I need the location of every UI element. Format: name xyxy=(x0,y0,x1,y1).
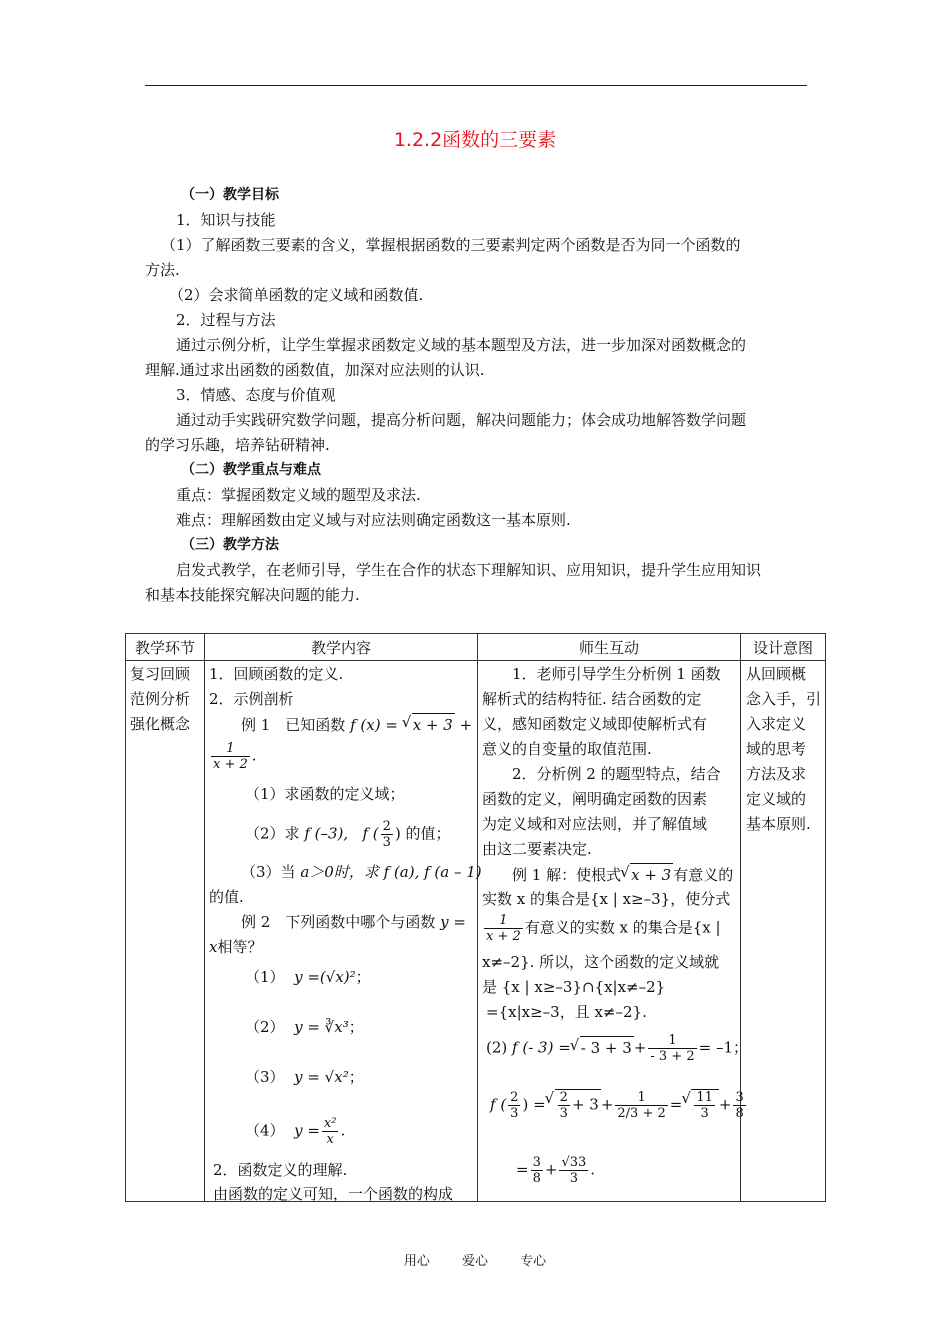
paragraph: 和基本技能探究解决问题的能力. xyxy=(145,586,360,604)
denominator: 3 xyxy=(559,1106,568,1121)
denominator: 3 xyxy=(700,1106,709,1121)
denominator: x + 2 xyxy=(213,757,248,772)
denominator: 3 xyxy=(382,835,391,850)
option-1 xyxy=(245,966,371,988)
numerator: √ 2 xyxy=(559,1090,568,1105)
option-label: （3） xyxy=(245,1068,285,1086)
math-expr: f (- 3) = xyxy=(512,1038,571,1057)
paragraph: 方法. xyxy=(145,261,180,279)
intent-line: 念入手，引 xyxy=(746,690,822,708)
math-expr: f (x) = xyxy=(350,716,398,734)
q3-label: （3）当 xyxy=(241,863,296,881)
footer-text: 专心 xyxy=(520,1254,547,1269)
fraction xyxy=(484,913,523,944)
math-expr: f ( xyxy=(490,1095,507,1114)
interaction-line: 解析式的结构特征. 结合函数的定 xyxy=(482,690,702,708)
header-cell: 师生互动 xyxy=(478,634,741,661)
denominator: 3 xyxy=(569,1171,578,1186)
semicolon: ； xyxy=(348,1018,364,1036)
option-label: （2） xyxy=(245,1018,285,1036)
content-cell xyxy=(205,661,482,1203)
interaction-line: 2．分析例 2 的题型特点，结合 xyxy=(512,765,721,783)
content-line xyxy=(209,936,262,958)
numerator: x² xyxy=(323,1116,337,1131)
question-2 xyxy=(245,819,451,850)
question-3 xyxy=(241,861,482,883)
interaction-line: ={x|x≥–3，且 x≠–2}. xyxy=(486,1003,647,1021)
interaction-line: 是 {x | x≥–3}∩{x|x≠–2} xyxy=(482,978,666,996)
intent-line: 方法及求 xyxy=(746,765,807,783)
content-line: 由函数的定义可知，一个函数的构成 xyxy=(213,1185,454,1203)
sqrt-expr: √ - 3 + 3 xyxy=(580,1036,634,1059)
paragraph: 通过动手实践研究数学问题，提高分析问题，解决问题能力；体会成功地解答数学问题 xyxy=(176,411,747,429)
interaction-line: 实数 x 的集合是{x | x≥–3}，使分式 xyxy=(482,890,731,908)
paragraph: （2）会求简单函数的定义域和函数值. xyxy=(169,286,424,304)
q2-label: （2）求 xyxy=(245,824,300,843)
numerator: 3 xyxy=(532,1155,541,1170)
numerator: 1 xyxy=(211,741,250,757)
period: . xyxy=(251,746,257,765)
text: 相等？ xyxy=(217,938,263,956)
option-label: （1） xyxy=(245,968,285,986)
numerator: 1 xyxy=(648,1033,696,1049)
example-1-label: 例 1 已知函数 xyxy=(241,716,346,734)
denominator: x + 2 xyxy=(486,929,521,944)
interaction-line: 1．老师引导学生分析例 1 函数 xyxy=(512,665,721,683)
interaction-line: 函数的定义，阐明确定函数的因素 xyxy=(482,790,708,808)
numerator: 2 xyxy=(382,819,391,834)
paragraph: 理解.通过求出函数的函数值，加深对应法则的认识. xyxy=(145,361,485,379)
math-expr: f (–3), xyxy=(304,824,349,843)
option-label: （4） xyxy=(245,1121,285,1140)
text: 例 1 解：使根式 xyxy=(512,866,622,884)
header-rule xyxy=(145,85,807,86)
semicolon: ； xyxy=(355,968,371,986)
section-heading: （三）教学方法 xyxy=(181,537,279,553)
section-heading: （一）教学目标 xyxy=(181,187,279,203)
math-expr: x xyxy=(209,938,218,956)
footer-text: 用心 xyxy=(403,1254,430,1269)
text: = xyxy=(669,1095,683,1114)
paragraph: 2．过程与方法 xyxy=(176,311,276,329)
sqrt-expr: √ x + 3 xyxy=(630,863,673,886)
plus-sign: + xyxy=(459,716,473,734)
denominator: 8 xyxy=(735,1106,744,1121)
q2-tail: ) 的值； xyxy=(394,824,451,843)
example-2-label: 例 2 下列函数中哪个与函数 xyxy=(241,913,436,931)
content-line: 2．函数定义的理解. xyxy=(213,1161,348,1179)
sqrt-expr xyxy=(691,1089,719,1121)
semicolon: ； xyxy=(348,1068,364,1086)
interaction-line: x≠–2}. 所以，这个函数的定义域就 xyxy=(482,953,720,971)
text: (2) xyxy=(486,1038,508,1057)
math-expr: y = xyxy=(440,913,466,931)
math-expr: f ( xyxy=(362,824,379,843)
math-expr: y = xyxy=(294,1121,320,1140)
paragraph: 的学习乐趣，培养钻研精神. xyxy=(145,436,330,454)
interaction-line: 为定义域和对应法则，并了解值域 xyxy=(482,815,708,833)
sqrt-expr xyxy=(555,1089,601,1121)
text: + 3 xyxy=(571,1095,599,1114)
option-3 xyxy=(245,1066,364,1088)
header-cell: 教学环节 xyxy=(126,634,205,661)
fraction xyxy=(694,1090,715,1121)
text: = xyxy=(516,1160,529,1179)
section-heading: （二）教学重点与难点 xyxy=(181,462,321,478)
solution-line: f ( $\frac{2}{3}$ ) = √ $\frac{2}{3}$ + 3 + $\frac{1}{2/3 + 2}$ = √ $\frac{11}{3}$ + $\frac{3}{8}$ xyxy=(490,1089,748,1121)
denominator: 2/3 + 2 xyxy=(617,1106,666,1121)
math-expr: y = √x² xyxy=(294,1068,349,1086)
numerator: 1 xyxy=(484,913,523,929)
stage-line: 强化概念 xyxy=(130,715,191,733)
solution-line: (2) f (- 3) =√ - 3 + 3 + $\frac{1}{- 3 + 2}$ = –1； xyxy=(486,1033,748,1064)
stage-line: 复习回顾 xyxy=(130,665,191,683)
lesson-table xyxy=(125,633,826,1202)
interaction-cell xyxy=(478,661,749,1202)
fraction xyxy=(615,1090,667,1121)
denominator: 8 xyxy=(532,1171,541,1186)
fraction xyxy=(381,819,393,850)
math-expr: f (a), f (a – 1) xyxy=(383,863,482,881)
numerator: √33 xyxy=(561,1155,587,1170)
sqrt-expr: √ x + 3 xyxy=(412,713,455,736)
example-2 xyxy=(241,911,466,933)
math-expr: y =(√x)² xyxy=(294,968,356,986)
page-title: 1.2.2函数的三要素 xyxy=(393,129,557,151)
paragraph: （1）了解函数三要素的含义，掌握根据函数的三要素判定两个函数是否为同一个函数的 xyxy=(161,236,741,254)
option-4 xyxy=(245,1116,345,1147)
period: . xyxy=(340,1121,346,1140)
solution-line xyxy=(512,863,733,886)
paragraph: 通过示例分析，让学生掌握求函数定义域的基本题型及方法，进一步加深对函数概念的 xyxy=(176,336,747,354)
intent-line: 定义域的 xyxy=(746,790,807,808)
numerator: 1 xyxy=(615,1090,667,1106)
intent-cell xyxy=(741,661,826,1202)
denominator: 3 xyxy=(510,1106,519,1121)
header-cell: 设计意图 xyxy=(741,634,826,661)
option-2 xyxy=(245,1016,364,1038)
fraction xyxy=(648,1033,696,1064)
paragraph: 难点：理解函数由定义域与对应法则确定函数这一基本原则. xyxy=(176,511,571,529)
denominator: x xyxy=(326,1132,334,1147)
paragraph: 启发式教学，在老师引导，学生在合作的状态下理解知识、应用知识，提升学生应用知识 xyxy=(176,561,762,579)
solution-line xyxy=(482,913,721,944)
content-line: 1．回顾函数的定义. xyxy=(209,665,344,683)
stage-cell xyxy=(126,661,205,1202)
interaction-line: 由这二要素决定. xyxy=(482,840,592,858)
fraction xyxy=(211,741,250,772)
fraction xyxy=(322,1116,339,1147)
interaction-line: 义，感知函数定义域即使解析式有 xyxy=(482,715,708,733)
header-cell: 教学内容 xyxy=(205,634,478,661)
content-line: 2．示例剖析 xyxy=(209,690,294,708)
denominator: - 3 + 2 xyxy=(650,1049,695,1064)
math-expr: y = ∛x³ xyxy=(294,1018,349,1036)
numerator: 3 xyxy=(735,1090,744,1105)
page-footer xyxy=(0,1250,950,1269)
fraction xyxy=(558,1090,570,1121)
document-body xyxy=(145,183,809,608)
text: 有意义的实数 x 的集合是{x | xyxy=(524,918,721,937)
text: = –1； xyxy=(698,1038,749,1057)
numerator: 2 xyxy=(510,1090,519,1105)
content-line: 的值. xyxy=(209,888,244,906)
paragraph: 重点：掌握函数定义域的题型及求法. xyxy=(176,486,421,504)
paragraph: 1．知识与技能 xyxy=(176,211,276,229)
question-1: （1）求函数的定义域； xyxy=(245,785,405,803)
math-expr: a＞0时，求 xyxy=(300,863,379,881)
interaction-line: 意义的自变量的取值范围. xyxy=(482,740,652,758)
fraction-line xyxy=(209,741,257,772)
fraction xyxy=(531,1155,543,1186)
example-1 xyxy=(241,713,472,736)
text: 有意义的 xyxy=(673,866,734,884)
intent-line: 从回顾概 xyxy=(746,665,807,683)
paragraph: 3．情感、态度与价值观 xyxy=(176,386,336,404)
footer-text: 爱心 xyxy=(461,1254,488,1269)
intent-line: 域的思考 xyxy=(746,740,807,758)
fraction xyxy=(508,1090,520,1121)
intent-line: 入求定义 xyxy=(746,715,807,733)
fraction xyxy=(559,1155,588,1186)
stage-line: 范例分析 xyxy=(130,690,191,708)
solution-line: = $\frac{3}{8}$ + $\frac{√33}{3}$ . xyxy=(516,1155,596,1186)
numerator: √ 11 xyxy=(696,1090,713,1105)
intent-line: 基本原则. xyxy=(746,815,811,833)
